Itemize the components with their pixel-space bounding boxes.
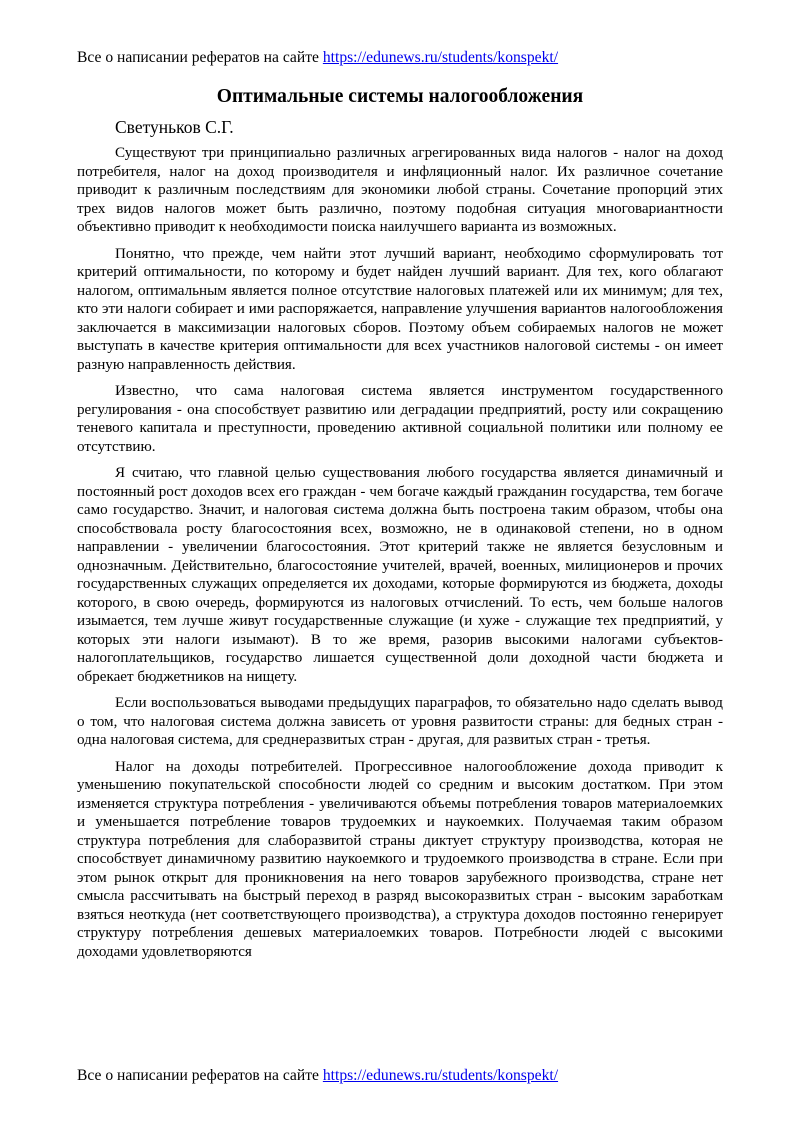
paragraph-1: Существуют три принципиально различных агрегированных вида налогов - налог на доход потребителя, налог на доход производителя и инфляционный налог. Их различное сочетание приводит к различным последствиям для экономики любой страны. Сочетание пропорций этих трех видов налогов может быть различно, поэтому подобная ситуация многовариантности объективно приводит к необходимости поиска наилучшего варианта из возможных.: [77, 145, 723, 235]
footer-text: Все о написании рефератов на сайте: [77, 1067, 319, 1084]
paragraph-5: Если воспользоваться выводами предыдущих параграфов, то обязательно надо сделать вывод о том, что налоговая система должна зависеть от уровня развитости страны: для бедных стран - одна налоговая система, для среднеразвитых стран - другая, для развитых стран - третья.: [77, 695, 723, 748]
footer-site-link[interactable]: https://edunews.ru/students/konspekt/: [322, 1067, 559, 1084]
page-footer: [77, 1067, 558, 1085]
paragraph-3: Известно, что сама налоговая система является инструментом государственного регулирования - она способствует развитию или деградации предприятий, росту или сокращению теневого капитала и преступности, проведению активной социальной политики или полному ее отсутствию.: [77, 383, 723, 455]
document-author: Светуньков С.Г.: [115, 117, 234, 137]
paragraph-4: Я считаю, что главной целью существования любого государства является динамичный и постоянный рост доходов всех его граждан - чем богаче каждый гражданин государства, тем богаче само государство. Значит, и налоговая система должна быть построена таким образом, чтобы она способствовала росту благосостояния всех, возможно, не в одинаковой степени, но в одном направлении - увеличении благосостояния. Этот критерий также не является безусловным и однозначным. Действительно, благосостояние учителей, врачей, военных, милиционеров и прочих государственных служащих определяется их доходами, которые формируются из бюджета, доходы которого, в свою очередь, формируются из налоговых отчислений. То есть, чем больше налогов изымается, тем лучше живут государственные служащие (и хуже - служащие тех предприятий, у которых эти налоги изымают). В то же время, разорив высокими налогами субъектов-налогоплательщиков, государство лишается существенной доли доходной части бюджета и обрекает бюджетников на нищету.: [77, 465, 723, 685]
paragraph-6: Налог на доходы потребителей. Прогрессивное налогообложение дохода приводит к уменьшению покупательской способности людей со средним и высоким достатком. При этом изменяется структура потребления - увеличиваются объемы потребления товаров материалоемких и уменьшается потребление товаров трудоемких и наукоемких. Получаемая таким образом структура потребления для слаборазвитой страны диктует структуру производства, которая не способствует динамичному развитию наукоемкого и трудоемкого производства в стране. Если при этом рынок открыт для проникновения на него товаров зарубежного производства, стране нет смысла рассчитывать на быстрый переход в разряд высокоразвитых стран - высоким заработкам взяться неоткуда (нет соответствующего производства), а структура доходов постоянно генерирует структуру потребления дешевых материалоемких товаров. Потребности людей с высокими доходами удовлетворяются: [77, 758, 723, 960]
paragraph-2: Понятно, что прежде, чем найти этот лучший вариант, необходимо сформулировать тот критерий оптимальности, по которому и будет найден лучший вариант. Для тех, кого облагают налогом, оптимальным является полное отсутствие налоговых платежей или их минимум; для тех, кто эти налоги собирает и ими распоряжается, направление улучшения вариантов налогообложения заключается в максимизации налоговых сборов. Поэтому объем собираемых налогов не может выступать в качестве критерия оптимальности для всех участников налоговой системы - он имеет разную направленность действия.: [77, 245, 723, 373]
document-body: [77, 84, 723, 969]
document-title: Оптимальные системы налогообложения: [216, 86, 584, 107]
header-site-link[interactable]: https://edunews.ru/students/konspekt/: [322, 49, 559, 66]
header-text: Все о написании рефератов на сайте: [77, 49, 319, 66]
page-header: [77, 49, 558, 67]
